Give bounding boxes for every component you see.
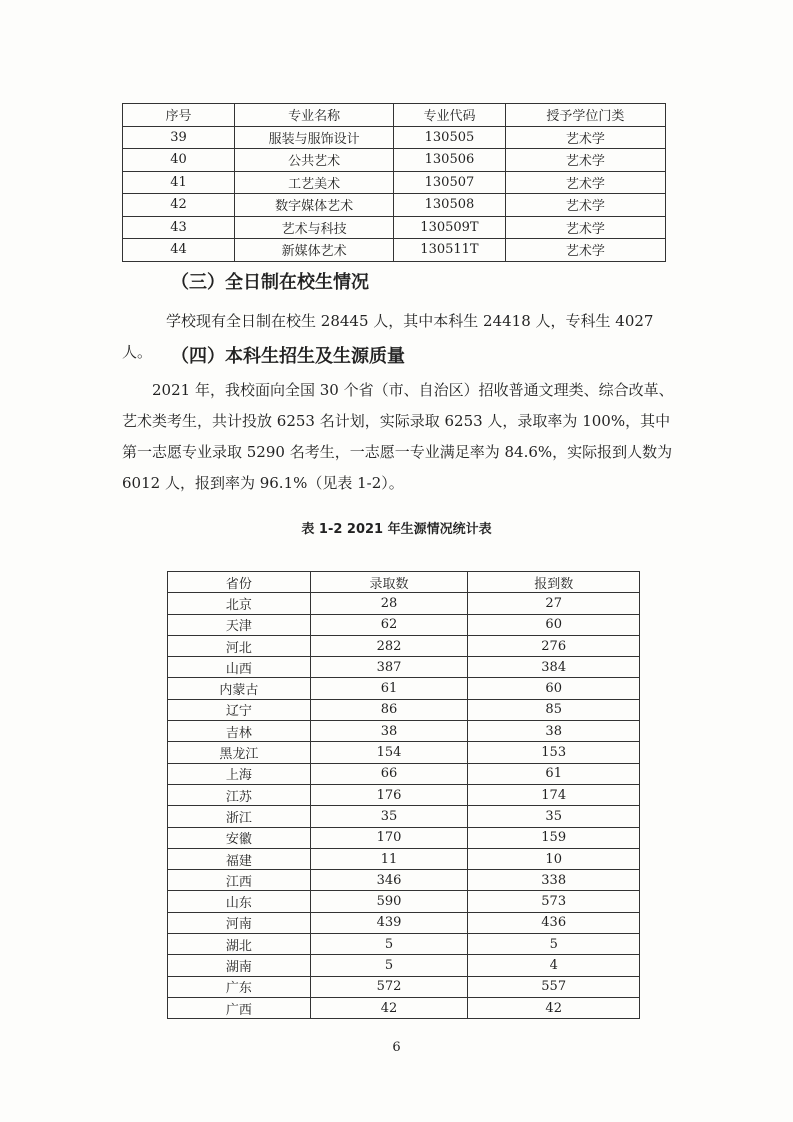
cell-major-code: 130507 [394,171,505,194]
cell-enrolled: 174 [468,784,640,805]
cell-admitted: 572 [310,976,468,997]
table-row [168,763,640,784]
table-row [168,614,640,635]
cell-degree-category: 艺术学 [505,171,665,194]
cell-province: 江苏 [168,784,311,805]
table-row [168,870,640,891]
cell-province: 湖北 [168,934,311,955]
cell-enrolled: 60 [468,678,640,699]
cell-major-name: 新媒体艺术 [234,239,393,262]
sources-table [167,571,640,1019]
table-row [168,997,640,1018]
col-header-major-code: 专业代码 [394,104,505,127]
cell-admitted: 154 [310,742,468,763]
table-row [168,742,640,763]
cell-admitted: 282 [310,635,468,656]
cell-admitted: 38 [310,721,468,742]
cell-major-code: 130505 [394,126,505,149]
table-row [168,848,640,869]
sources-header-row [168,572,640,593]
cell-province: 天津 [168,614,311,635]
cell-province: 内蒙古 [168,678,311,699]
cell-enrolled: 573 [468,891,640,912]
cell-index: 42 [123,194,235,217]
cell-province: 辽宁 [168,699,311,720]
col-header-degree-category: 授予学位门类 [505,104,665,127]
col-header-index: 序号 [123,104,235,127]
section4-heading: （四）本科生招生及生源质量 [171,346,405,367]
cell-province: 山东 [168,891,311,912]
majors-header-row [123,104,666,127]
table-row [168,806,640,827]
cell-admitted: 86 [310,699,468,720]
majors-table [122,103,666,262]
cell-province: 河北 [168,635,311,656]
cell-province: 广东 [168,976,311,997]
table-row [123,216,666,239]
cell-province: 北京 [168,593,311,614]
cell-index: 44 [123,239,235,262]
cell-admitted: 176 [310,784,468,805]
section4-paragraph: 2021 年，我校面向全国 30 个省（市、自治区）招收普通文理类、综合改革、艺术类考生，共计投放 6253 名计划，实际录取 6253 人，录取率为 100%，其中第一志愿专业录取 5290 名考生，一志愿一专业满足率为 84.6%，实际报到人数为 6012 人，报到率为 96.1%（见表 1-2）。 [122,381,674,492]
cell-admitted: 170 [310,827,468,848]
col-header-province: 省份 [168,572,311,593]
cell-admitted: 5 [310,955,468,976]
cell-major-name: 公共艺术 [234,149,393,172]
cell-enrolled: 557 [468,976,640,997]
cell-admitted: 439 [310,912,468,933]
cell-enrolled: 27 [468,593,640,614]
table-row [168,657,640,678]
cell-province: 黑龙江 [168,742,311,763]
section3-paragraph: 学校现有全日制在校生 28445 人，其中本科生 24418 人，专科生 4027 人。 [122,312,654,361]
cell-province: 安徽 [168,827,311,848]
cell-enrolled: 60 [468,614,640,635]
cell-province: 广西 [168,997,311,1018]
cell-admitted: 346 [310,870,468,891]
cell-admitted: 5 [310,934,468,955]
table-row [168,934,640,955]
cell-enrolled: 85 [468,699,640,720]
cell-major-code: 130506 [394,149,505,172]
cell-province: 吉林 [168,721,311,742]
table-row [123,194,666,217]
table-row [168,891,640,912]
table-row [168,976,640,997]
cell-admitted: 61 [310,678,468,699]
cell-enrolled: 276 [468,635,640,656]
table-row [168,784,640,805]
table-row [168,699,640,720]
cell-enrolled: 4 [468,955,640,976]
cell-major-name: 数字媒体艺术 [234,194,393,217]
cell-degree-category: 艺术学 [505,126,665,149]
cell-enrolled: 384 [468,657,640,678]
cell-major-code: 130509T [394,216,505,239]
table-caption: 表 1-2 2021 年生源情况统计表 [301,522,492,537]
table-row [123,171,666,194]
table-row [168,593,640,614]
cell-admitted: 590 [310,891,468,912]
cell-degree-category: 艺术学 [505,149,665,172]
table-row [168,827,640,848]
cell-province: 山西 [168,657,311,678]
table-row [168,635,640,656]
cell-enrolled: 338 [468,870,640,891]
table-row [168,955,640,976]
cell-enrolled: 5 [468,934,640,955]
col-header-admitted: 录取数 [310,572,468,593]
section3-heading: （三）全日制在校生情况 [171,272,369,293]
cell-enrolled: 61 [468,763,640,784]
cell-major-code: 130508 [394,194,505,217]
cell-enrolled: 35 [468,806,640,827]
cell-enrolled: 10 [468,848,640,869]
cell-enrolled: 42 [468,997,640,1018]
cell-province: 上海 [168,763,311,784]
cell-province: 浙江 [168,806,311,827]
cell-enrolled: 38 [468,721,640,742]
cell-admitted: 28 [310,593,468,614]
cell-degree-category: 艺术学 [505,239,665,262]
cell-province: 河南 [168,912,311,933]
cell-province: 湖南 [168,955,311,976]
table-row [123,126,666,149]
col-header-major-name: 专业名称 [234,104,393,127]
col-header-enrolled: 报到数 [468,572,640,593]
cell-enrolled: 159 [468,827,640,848]
cell-province: 江西 [168,870,311,891]
cell-major-name: 服装与服饰设计 [234,126,393,149]
cell-admitted: 35 [310,806,468,827]
table-row [168,912,640,933]
cell-index: 41 [123,171,235,194]
cell-province: 福建 [168,848,311,869]
cell-index: 43 [123,216,235,239]
cell-degree-category: 艺术学 [505,216,665,239]
page-number: 6 [392,1040,401,1055]
cell-admitted: 62 [310,614,468,635]
cell-admitted: 66 [310,763,468,784]
cell-major-code: 130511T [394,239,505,262]
cell-admitted: 387 [310,657,468,678]
cell-degree-category: 艺术学 [505,194,665,217]
cell-enrolled: 153 [468,742,640,763]
cell-index: 40 [123,149,235,172]
cell-major-name: 艺术与科技 [234,216,393,239]
cell-admitted: 11 [310,848,468,869]
cell-admitted: 42 [310,997,468,1018]
cell-index: 39 [123,126,235,149]
cell-major-name: 工艺美术 [234,171,393,194]
table-row [123,149,666,172]
table-row [123,239,666,262]
table-row [168,721,640,742]
cell-enrolled: 436 [468,912,640,933]
table-row [168,678,640,699]
